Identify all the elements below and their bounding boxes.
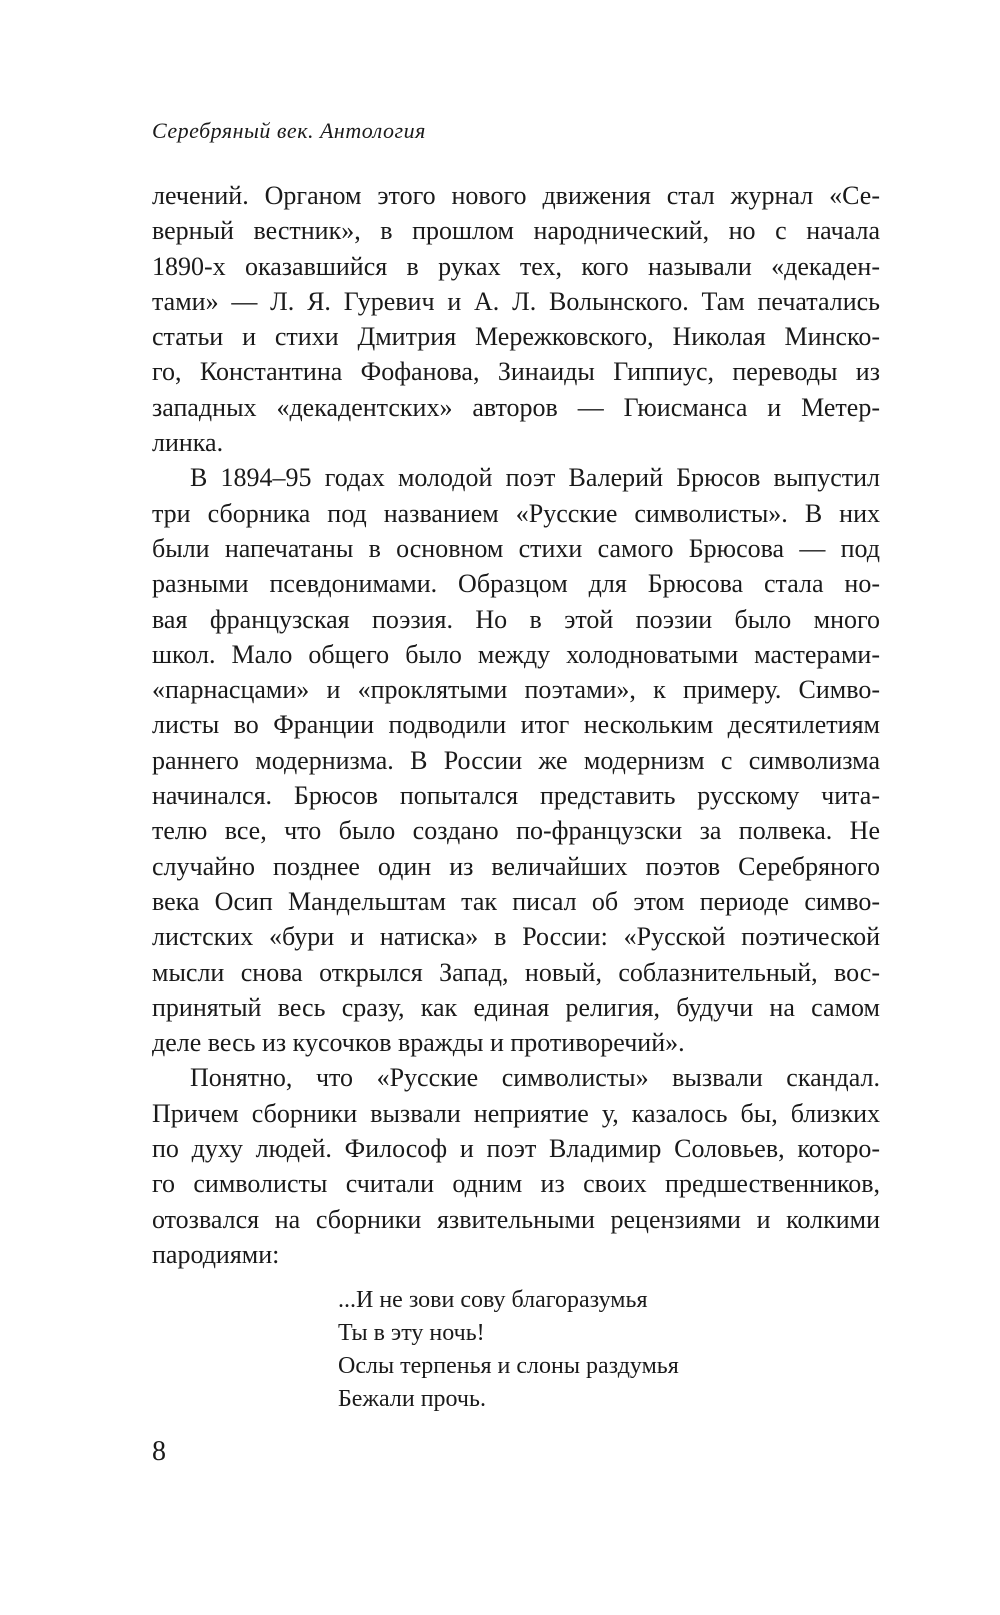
text-line: телю все, что было создано по-французски за полвека. Не (152, 816, 880, 846)
running-head: Серебряный век. Антология (152, 118, 426, 143)
text-line: линка. (152, 428, 224, 458)
poem-line: Ты в эту ночь! (338, 1320, 485, 1346)
text-line: случайно позднее один из величайших поэтов Серебряного (152, 851, 880, 881)
poem-line: Бежали прочь. (338, 1386, 486, 1412)
poem-line: ...И не зови сову благоразумья (338, 1287, 648, 1313)
text-line: по духу людей. Философ и поэт Владимир Соловьев, которо- (152, 1134, 880, 1164)
text-line: принятый весь сразу, как единая религия, будучи на самом (152, 992, 880, 1022)
text-line: раннего модернизма. В России же модернизм с символизма (152, 745, 880, 775)
text-line: разными псевдонимами. Образцом для Брюсова стала но- (152, 569, 880, 599)
poem-quote (338, 1284, 679, 1416)
text-line: го, Константина Фофанова, Зинаиды Гиппиус, переводы из (152, 357, 880, 387)
poem-line: Ослы терпенья и слоны раздумья (338, 1353, 679, 1379)
text-line: школ. Мало общего было между холодноватыми мастерами- (152, 639, 880, 669)
text-line: го символисты считали одним из своих предшественников, (152, 1169, 880, 1199)
text-line: Причем сборники вызвали неприятие у, казалось бы, близких (152, 1098, 880, 1128)
text-line: мысли снова открылся Запад, новый, соблазнительный, вос- (152, 957, 880, 987)
text-line: тами» — Л. Я. Гуревич и А. Л. Волынского. Там печатались (152, 286, 880, 316)
text-line: вая французская поэзия. Но в этой поэзии было много (152, 604, 880, 634)
text-line: начинался. Брюсов попытался представить русскому чита- (152, 781, 880, 811)
text-line: деле весь из кусочков вражды и противоречий». (152, 1028, 685, 1058)
text-line: западных «декадентских» авторов — Гюисманса и Метер- (152, 392, 880, 422)
text-line: века Осип Мандельштам так писал об этом периоде симво- (152, 886, 880, 916)
text-line: листы во Франции подводили итог нескольким десятилетиям (152, 710, 880, 740)
text-line: были напечатаны в основном стихи самого Брюсова — под (152, 533, 880, 563)
text-line: Понятно, что «Русские символисты» вызвали скандал. (190, 1063, 880, 1093)
text-line: листских «бури и натиска» в России: «Русской поэтической (152, 922, 880, 952)
body-text (152, 178, 880, 1272)
text-line: «парнасцами» и «проклятыми поэтами», к примеру. Симво- (152, 675, 880, 705)
text-line: три сборника под названием «Русские символисты». В них (152, 498, 880, 528)
text-line: верный вестник», в прошлом народнический, но с начала (152, 216, 880, 246)
page-number: 8 (152, 1436, 166, 1467)
text-line: пародиями: (152, 1239, 280, 1269)
text-line: В 1894–95 годах молодой поэт Валерий Брюсов выпустил (190, 463, 880, 493)
text-line: отозвался на сборники язвительными рецензиями и колкими (152, 1204, 880, 1234)
text-line: 1890-х оказавшийся в руках тех, кого называли «декаден- (152, 251, 880, 281)
text-line: статьи и стихи Дмитрия Мережковского, Николая Минско- (152, 322, 880, 352)
text-line: лечений. Органом этого нового движения стал журнал «Се- (152, 181, 880, 210)
